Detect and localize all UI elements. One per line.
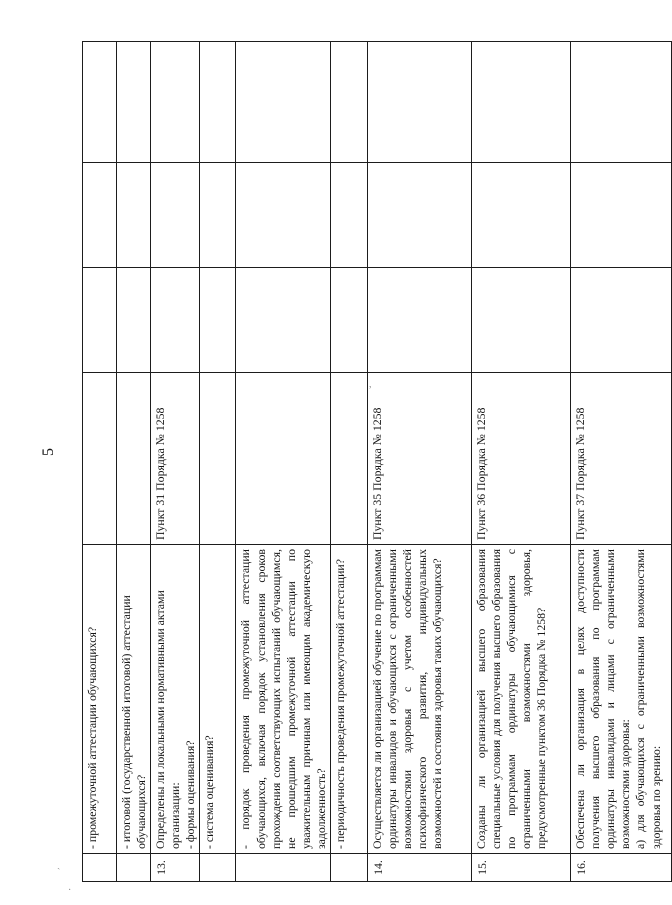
table-row (368, 42, 472, 882)
scan-speck: · (68, 885, 72, 896)
table-row (236, 42, 331, 882)
item-number-cell (331, 854, 368, 882)
answer-yes-cell (151, 268, 200, 373)
note-cell (83, 42, 117, 163)
legal-basis-cell: Пункт 36 Порядка № 1258 (472, 373, 571, 545)
question-cell: Определены ли локальными нормативными актами организации: - формы оценивания? (151, 545, 200, 854)
answer-yes-cell (331, 268, 368, 373)
question-cell: Созданы ли организацией высшего образования специальные условия для получения высшего образования по программам ординатуры обучающимися с ограниченными возможностями здоровья, предусмотренные пунктом 36 Порядка № 1258? (472, 545, 571, 854)
item-number-cell (83, 854, 117, 882)
legal-basis-cell (331, 373, 368, 545)
answer-no-cell (331, 163, 368, 268)
note-cell (472, 42, 571, 163)
legal-basis-cell: Пункт 31 Порядка № 1258 (151, 373, 200, 545)
answer-no-cell (200, 163, 236, 268)
legal-basis-cell (200, 373, 236, 545)
answer-no-cell (117, 163, 151, 268)
answer-yes-cell (117, 268, 151, 373)
scan-speck: , (369, 379, 372, 390)
note-cell (571, 42, 672, 163)
scan-speck: ˎ (57, 859, 61, 870)
item-number-cell (117, 854, 151, 882)
legal-basis-cell (83, 373, 117, 545)
answer-no-cell (151, 163, 200, 268)
answer-yes-cell (571, 268, 672, 373)
answer-yes-cell (368, 268, 472, 373)
legal-basis-cell (236, 373, 331, 545)
table-row (571, 42, 672, 882)
note-cell (368, 42, 472, 163)
question-cell: - система оценивания? (200, 545, 236, 854)
answer-yes-cell (472, 268, 571, 373)
answer-yes-cell (83, 268, 117, 373)
item-number-cell (200, 854, 236, 882)
legal-basis-cell: Пункт 35 Порядка № 1258 (368, 373, 472, 545)
answer-no-cell (83, 163, 117, 268)
page-number: 5 (40, 448, 57, 456)
note-cell (236, 42, 331, 163)
note-cell (331, 42, 368, 163)
legal-basis-cell: Пункт 37 Порядка № 1258 (571, 373, 672, 545)
question-cell: Осуществляется ли организацией обучение по программам ординатуры инвалидов и обучающихся с ограниченными возможностями здоровья с учетом особенностей психофизического развития, индивидуальных возможностей и состояния здоровья таких обучающихся? (368, 545, 472, 854)
table-row (83, 42, 117, 882)
item-number-cell: 14. (368, 854, 472, 882)
table-row (151, 42, 200, 882)
item-number-cell (236, 854, 331, 882)
item-number-cell: 16. (571, 854, 672, 882)
answer-yes-cell (236, 268, 331, 373)
note-cell (200, 42, 236, 163)
question-cell: - периодичность проведения промежуточной аттестации? (331, 545, 368, 854)
note-cell (117, 42, 151, 163)
item-number-cell: 13. (151, 854, 200, 882)
item-number-cell: 15. (472, 854, 571, 882)
table-row (472, 42, 571, 882)
checklist-table (82, 41, 672, 882)
note-cell (151, 42, 200, 163)
answer-yes-cell (200, 268, 236, 373)
table-row (331, 42, 368, 882)
answer-no-cell (472, 163, 571, 268)
table-row (117, 42, 151, 882)
answer-no-cell (236, 163, 331, 268)
answer-no-cell (368, 163, 472, 268)
checklist-table-rotated (82, 64, 663, 882)
question-cell: Обеспечена ли организация в целях доступности получения высшего образования по программам ординатуры инвалидами и лицами с ограниченными возможностями здоровья: а) для обучающихся с ограниченными возможностями здоровья по зрению: (571, 545, 672, 854)
answer-no-cell (571, 163, 672, 268)
table-row (200, 42, 236, 882)
question-cell: - промежуточной аттестации обучающихся? (83, 545, 117, 854)
legal-basis-cell (117, 373, 151, 545)
question-cell: - порядок проведения промежуточной аттестации обучающихся, включая порядок установления сроков прохождения соответствующих испытаний обучающимся, не прошедшим промежуточной аттестации по уважительным причинам или имеющим академическую задолженность? (236, 545, 331, 854)
question-cell: - итоговой (государственной итоговой) аттестации обучающихся? (117, 545, 151, 854)
